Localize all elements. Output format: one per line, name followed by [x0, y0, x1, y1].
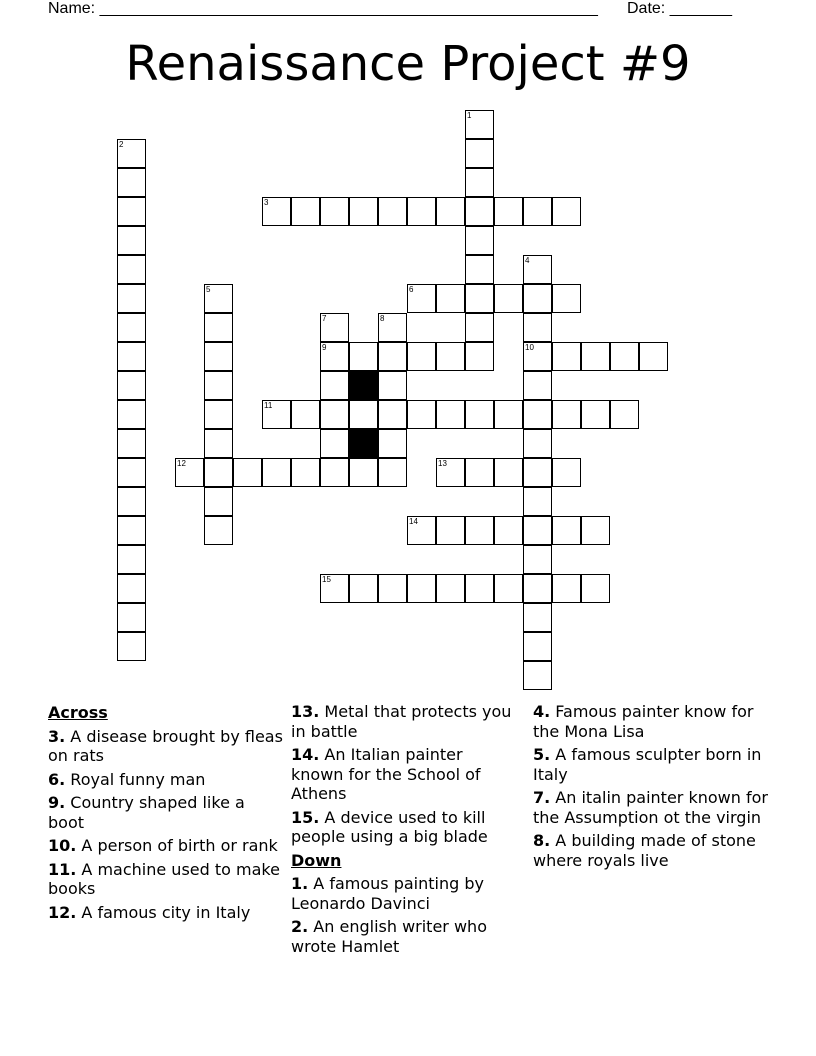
grid-cell[interactable]: [117, 168, 146, 197]
clue-number-15: 15: [322, 575, 331, 584]
grid-cell[interactable]: [465, 342, 494, 371]
grid-cell[interactable]: [378, 371, 407, 400]
grid-cell[interactable]: [378, 313, 407, 342]
date-field-label: Date: _______: [627, 0, 732, 17]
grid-cell[interactable]: [581, 574, 610, 603]
clue-number-label: 4.: [533, 702, 551, 721]
grid-cell[interactable]: [465, 313, 494, 342]
clue-number-label: 8.: [533, 831, 551, 850]
grid-cell[interactable]: [465, 168, 494, 197]
clue-number-1: 1: [467, 111, 472, 120]
grid-cell[interactable]: [262, 458, 291, 487]
clue-number-6: 6: [409, 285, 414, 294]
across-clue-15: [291, 808, 516, 847]
grid-cell[interactable]: [465, 226, 494, 255]
across-clue-11: [48, 860, 283, 899]
grid-cell[interactable]: [407, 342, 436, 371]
clue-number-12: 12: [177, 459, 186, 468]
grid-cell[interactable]: [523, 458, 552, 487]
grid-cell[interactable]: [523, 516, 552, 545]
grid-cell[interactable]: [552, 400, 581, 429]
puzzle-title: Renaissance Project #9: [125, 36, 691, 92]
grid-cell[interactable]: [465, 110, 494, 139]
clue-number-2: 2: [119, 140, 124, 149]
grid-cell[interactable]: [320, 574, 349, 603]
grid-cell[interactable]: [494, 574, 523, 603]
clue-number-11: 11: [264, 401, 273, 410]
grid-cell[interactable]: [552, 574, 581, 603]
grid-cell[interactable]: [117, 516, 146, 545]
grid-cell[interactable]: [523, 632, 552, 661]
grid-cell[interactable]: [581, 400, 610, 429]
clue-number-8: 8: [380, 314, 385, 323]
grid-cell[interactable]: [349, 458, 378, 487]
grid-cell[interactable]: [204, 313, 233, 342]
clue-text: Metal that protects you in battle: [291, 702, 512, 741]
across-clue-13: [291, 702, 516, 741]
down-clue-list: [291, 874, 516, 956]
grid-cell[interactable]: [494, 400, 523, 429]
grid-cell[interactable]: [523, 545, 552, 574]
clue-number-label: 6.: [48, 769, 66, 789]
grid-cell[interactable]: [117, 603, 146, 632]
grid-cell[interactable]: [523, 284, 552, 313]
grid-cell[interactable]: [349, 342, 378, 371]
grid-cell[interactable]: [262, 197, 291, 226]
grid-cell[interactable]: [523, 342, 552, 371]
across-clue-6: [48, 770, 283, 790]
grid-cell[interactable]: [291, 458, 320, 487]
clue-text: Country shaped like a boot: [48, 793, 245, 832]
clue-number-label: 11.: [48, 859, 77, 879]
down-clue-2: [291, 917, 516, 956]
across-clue-list-continued: [291, 702, 516, 847]
grid-cell[interactable]: [291, 400, 320, 429]
grid-cell[interactable]: [523, 429, 552, 458]
grid-cell[interactable]: [494, 197, 523, 226]
grid-cell[interactable]: [523, 313, 552, 342]
grid-cell[interactable]: [581, 342, 610, 371]
grid-cell[interactable]: [407, 400, 436, 429]
grid-cell[interactable]: [117, 458, 146, 487]
grid-cell[interactable]: [610, 400, 639, 429]
clue-number-label: 14.: [291, 745, 320, 764]
clue-number-label: 12.: [48, 902, 77, 922]
across-heading: Across: [48, 703, 108, 722]
grid-cell[interactable]: [465, 255, 494, 284]
grid-cell[interactable]: [320, 371, 349, 400]
clues-column-1: [48, 702, 283, 926]
clue-number-label: 9.: [48, 793, 66, 812]
down-clue-list-continued: [533, 702, 773, 870]
grid-cell[interactable]: [320, 458, 349, 487]
grid-cell[interactable]: [349, 400, 378, 429]
grid-cell[interactable]: [378, 574, 407, 603]
grid-cell[interactable]: [407, 574, 436, 603]
grid-cell[interactable]: [436, 516, 465, 545]
clue-text: An Italian painter known for the School of Athens: [291, 745, 481, 803]
grid-cell[interactable]: [117, 400, 146, 429]
grid-cell[interactable]: [378, 429, 407, 458]
grid-cell[interactable]: [117, 226, 146, 255]
clue-number-5: 5: [206, 285, 211, 294]
grid-cell[interactable]: [436, 284, 465, 313]
across-clue-9: [48, 793, 283, 832]
grid-cell[interactable]: [436, 342, 465, 371]
grid-cell[interactable]: [523, 661, 552, 690]
grid-cell[interactable]: [204, 342, 233, 371]
grid-cell[interactable]: [523, 603, 552, 632]
across-clue-3: [48, 727, 283, 766]
clue-number-label: 3.: [48, 726, 66, 746]
across-clue-10: [48, 836, 283, 856]
grid-cell[interactable]: [291, 197, 320, 226]
clue-text: An english writer who wrote Hamlet: [291, 917, 487, 956]
grid-cell[interactable]: [552, 458, 581, 487]
grid-cell[interactable]: [523, 371, 552, 400]
grid-cell[interactable]: [465, 284, 494, 313]
across-clue-14: [291, 745, 516, 804]
grid-cell[interactable]: [117, 574, 146, 603]
name-field-label: Name: ________________________________________________________: [48, 0, 598, 17]
grid-cell[interactable]: [117, 545, 146, 574]
grid-cell[interactable]: [465, 516, 494, 545]
grid-cell[interactable]: [378, 342, 407, 371]
grid-cell[interactable]: [320, 400, 349, 429]
clue-text: A machine used to make books: [48, 859, 280, 898]
clues-column-2: [291, 702, 516, 960]
grid-cell[interactable]: [204, 487, 233, 516]
grid-cell[interactable]: [407, 516, 436, 545]
clue-number-label: 5.: [533, 745, 551, 764]
grid-cell[interactable]: [436, 197, 465, 226]
clue-number-10: 10: [525, 343, 534, 352]
grid-cell[interactable]: [117, 284, 146, 313]
down-clue-4: [533, 702, 773, 741]
grid-cell[interactable]: [465, 197, 494, 226]
grid-cell[interactable]: [117, 371, 146, 400]
clue-number-label: 1.: [291, 874, 309, 893]
grid-cell[interactable]: [204, 429, 233, 458]
grid-cell[interactable]: [552, 516, 581, 545]
clue-number-label: 10.: [48, 836, 77, 855]
across-clue-12: [48, 903, 283, 923]
grid-cell[interactable]: [204, 516, 233, 545]
clue-text: A device used to kill people using a big blade: [291, 807, 488, 846]
down-clue-1: [291, 874, 516, 913]
grid-cell[interactable]: [407, 284, 436, 313]
clue-text: A building made of stone where royals live: [533, 831, 756, 870]
across-clue-list: [48, 727, 283, 923]
grid-cell[interactable]: [262, 400, 291, 429]
down-heading: Down: [291, 850, 342, 870]
grid-cell[interactable]: [494, 284, 523, 313]
grid-cell[interactable]: [407, 197, 436, 226]
grid-cell[interactable]: [552, 342, 581, 371]
grid-cell[interactable]: [117, 342, 146, 371]
clue-number-13: 13: [438, 459, 447, 468]
clue-text: Famous painter know for the Mona Lisa: [533, 702, 754, 741]
grid-cell[interactable]: [378, 197, 407, 226]
grid-cell[interactable]: [581, 516, 610, 545]
clue-text: A famous painting by Leonardo Davinci: [291, 874, 484, 913]
grid-cell[interactable]: [465, 458, 494, 487]
grid-cell[interactable]: [349, 197, 378, 226]
grid-cell[interactable]: [378, 400, 407, 429]
clue-number-4: 4: [525, 256, 530, 265]
grid-cell[interactable]: [523, 197, 552, 226]
grid-cell[interactable]: [523, 255, 552, 284]
grid-cell[interactable]: [204, 284, 233, 313]
grid-cell[interactable]: [378, 458, 407, 487]
clue-number-label: 15.: [291, 807, 320, 827]
down-clue-7: [533, 788, 773, 827]
clue-number-9: 9: [322, 343, 327, 352]
grid-cell[interactable]: [175, 458, 204, 487]
grid-cell[interactable]: [117, 487, 146, 516]
grid-cell[interactable]: [117, 255, 146, 284]
grid-cell[interactable]: [465, 574, 494, 603]
clue-number-label: 13.: [291, 702, 320, 721]
grid-cell[interactable]: [204, 458, 233, 487]
grid-cell[interactable]: [204, 371, 233, 400]
clue-text: Royal funny man: [65, 769, 206, 789]
grid-cell[interactable]: [610, 342, 639, 371]
grid-cell[interactable]: [233, 458, 262, 487]
clue-text: A famous sculpter born in Italy: [533, 745, 762, 784]
grid-cell[interactable]: [320, 313, 349, 342]
grid-cell[interactable]: [117, 429, 146, 458]
down-clue-8: [533, 831, 773, 870]
clue-text: A disease brought by fleas on rats: [48, 726, 283, 765]
grid-cell[interactable]: [465, 400, 494, 429]
clue-text: A famous city in Italy: [76, 902, 251, 922]
grid-cell[interactable]: [349, 574, 378, 603]
grid-cell[interactable]: [117, 632, 146, 661]
grid-cell[interactable]: [552, 197, 581, 226]
grid-black-cell: [349, 371, 378, 400]
grid-cell[interactable]: [494, 516, 523, 545]
grid-cell[interactable]: [320, 197, 349, 226]
clue-number-14: 14: [409, 517, 418, 526]
grid-cell[interactable]: [639, 342, 668, 371]
clue-number-label: 7.: [533, 788, 551, 807]
grid-cell[interactable]: [117, 139, 146, 168]
grid-cell[interactable]: [117, 313, 146, 342]
clue-text: An italin painter known for the Assumption ot the virgin: [533, 788, 768, 827]
grid-cell[interactable]: [436, 574, 465, 603]
clues-column-3: [533, 702, 773, 874]
clue-number-7: 7: [322, 314, 327, 323]
grid-cell[interactable]: [436, 400, 465, 429]
grid-cell[interactable]: [523, 487, 552, 516]
clue-number-label: 2.: [291, 917, 309, 936]
grid-cell[interactable]: [117, 197, 146, 226]
grid-cell[interactable]: [465, 139, 494, 168]
grid-cell[interactable]: [552, 284, 581, 313]
grid-black-cell: [349, 429, 378, 458]
down-clue-5: [533, 745, 773, 784]
grid-cell[interactable]: [320, 342, 349, 371]
grid-cell[interactable]: [436, 458, 465, 487]
grid-cell[interactable]: [523, 400, 552, 429]
clue-number-3: 3: [264, 198, 269, 207]
grid-cell[interactable]: [204, 400, 233, 429]
grid-cell[interactable]: [494, 458, 523, 487]
grid-cell[interactable]: [523, 574, 552, 603]
clue-text: A person of birth or rank: [76, 836, 278, 855]
grid-cell[interactable]: [320, 429, 349, 458]
